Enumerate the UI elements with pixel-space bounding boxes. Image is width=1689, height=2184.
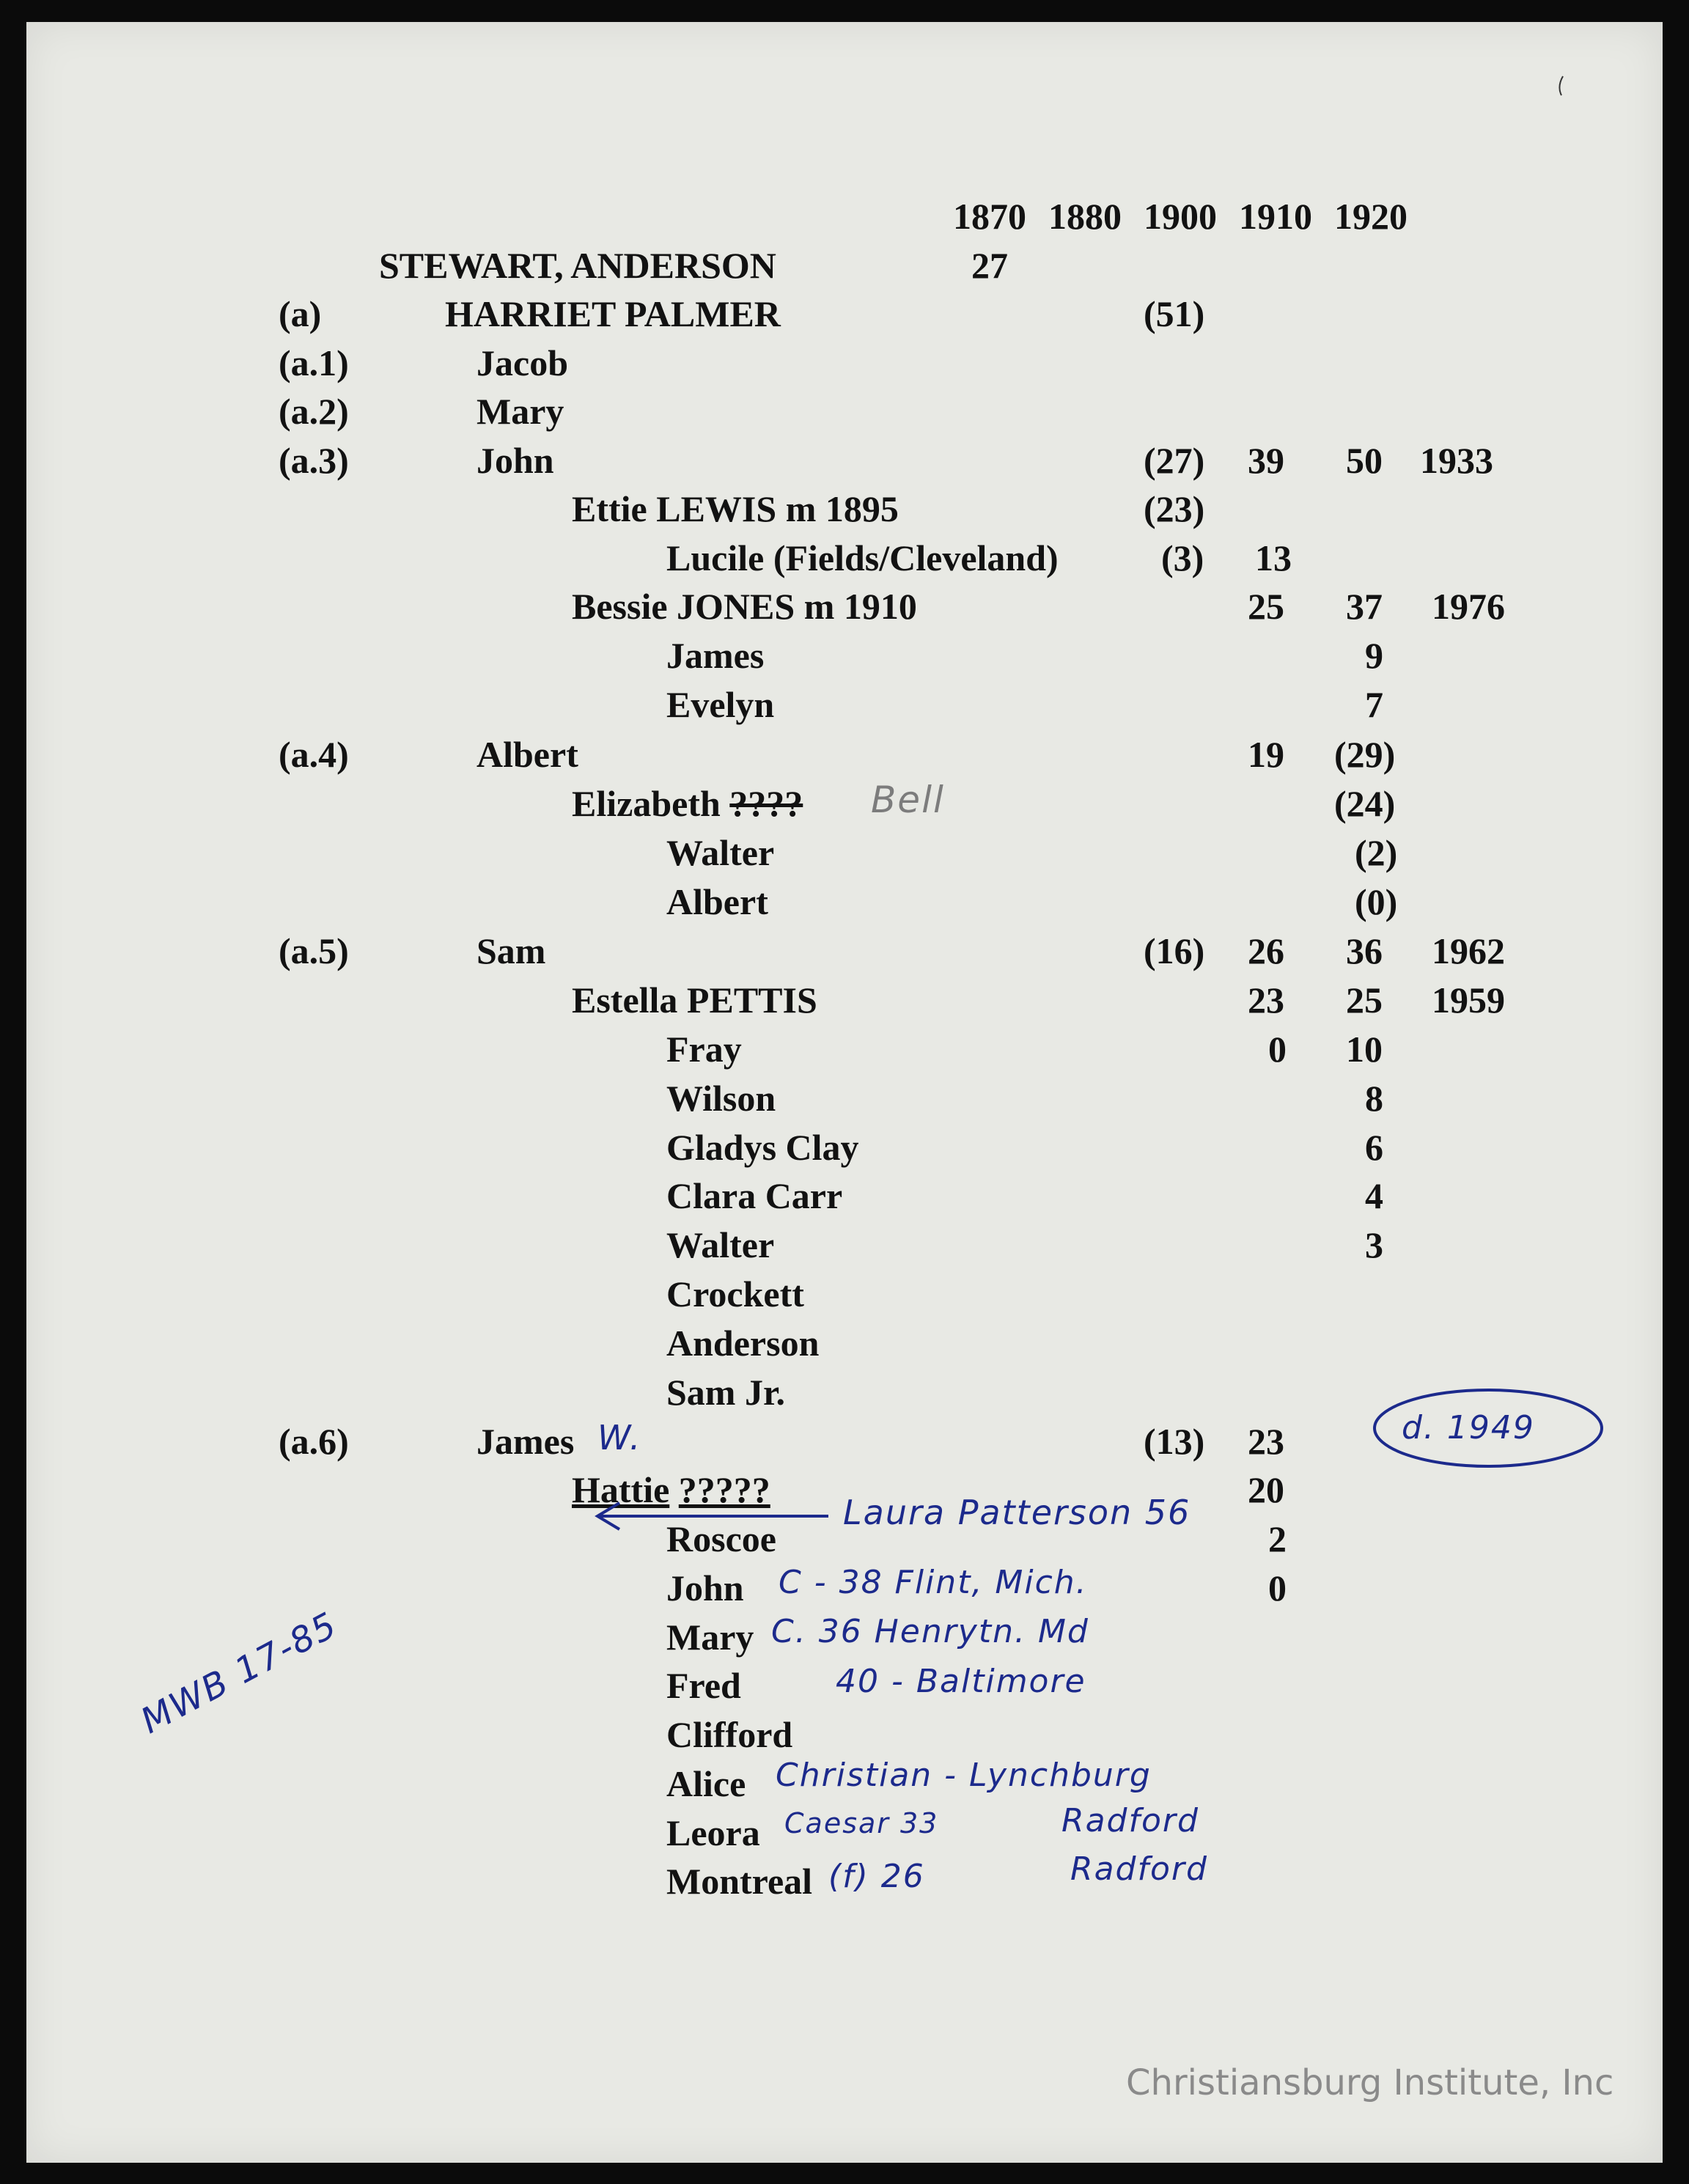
person-name: Leora <box>666 1812 760 1853</box>
age-1910: 39 <box>1248 440 1284 481</box>
age-1910: 0 <box>1268 1567 1287 1608</box>
row-ref: (a.2) <box>279 391 349 432</box>
age-1920: (29) <box>1334 734 1396 775</box>
row-ref: (a.3) <box>279 440 349 481</box>
page-title: STEWART, ANDERSON <box>379 245 776 286</box>
age-1900: (3) <box>1161 537 1204 578</box>
handwritten-note: (f) 26 <box>828 1858 925 1895</box>
person-name: Clara Carr <box>666 1175 843 1216</box>
age-1910: 0 <box>1268 1029 1287 1070</box>
person-name: Albert <box>476 734 578 775</box>
age-1920: 25 <box>1346 979 1383 1021</box>
person-name: Walter <box>666 832 775 873</box>
census-year-1880: 1880 <box>1048 196 1122 237</box>
handwritten-death-note: d. 1949 <box>1402 1409 1535 1446</box>
row-ref: (a.1) <box>279 342 349 383</box>
unknown-surname: ????? <box>678 1469 770 1510</box>
age-1910: 23 <box>1248 979 1284 1021</box>
row-ref: (a) <box>279 293 322 334</box>
handwritten-spouse-name: Laura Patterson 56 <box>843 1493 1191 1532</box>
corner-mark <box>1559 76 1563 95</box>
person-name: Ettie LEWIS m 1895 <box>572 488 899 529</box>
person-name: Roscoe <box>666 1518 776 1559</box>
death-year: 1959 <box>1432 979 1505 1021</box>
age-1900: (23) <box>1144 488 1205 529</box>
unknown-surname: ???? <box>729 783 803 824</box>
person-name: Mary <box>476 391 564 432</box>
age-1920: 4 <box>1365 1175 1383 1216</box>
age-1920: 7 <box>1365 684 1383 725</box>
row-ref: (a.5) <box>279 930 349 971</box>
age-1910: 23 <box>1248 1421 1284 1462</box>
age-1920: 8 <box>1365 1078 1383 1119</box>
census-year-1920: 1920 <box>1334 196 1408 237</box>
age-1920: 6 <box>1365 1127 1383 1168</box>
age-1910: 19 <box>1248 734 1284 775</box>
age-1900: (13) <box>1144 1421 1205 1462</box>
age-1910: 13 <box>1255 537 1292 578</box>
age-1910: 20 <box>1248 1469 1284 1510</box>
person-name: Sam <box>476 930 546 971</box>
person-name: James <box>666 635 765 676</box>
person-name: Bessie JONES m 1910 <box>572 586 917 627</box>
age-1900: (27) <box>1144 440 1205 481</box>
person-name: Lucile (Fields/Cleveland) <box>666 537 1059 578</box>
age-1920: (24) <box>1334 783 1396 824</box>
person-name: Gladys Clay <box>666 1127 859 1168</box>
person-name: Montreal <box>666 1861 813 1902</box>
handwritten-margin-note: MWB 17-85 <box>134 1604 345 1742</box>
handwritten-note: C. 36 Henrytn. Md <box>771 1613 1089 1650</box>
age-1920: (2) <box>1355 832 1398 873</box>
handwritten-note: 40 - Baltimore <box>836 1663 1086 1700</box>
age-1920: (0) <box>1355 881 1398 922</box>
death-year: 1976 <box>1432 586 1505 627</box>
name-text: Hattie <box>572 1469 670 1510</box>
age-1920: 36 <box>1346 930 1383 971</box>
handwritten-place: Radford <box>1061 1802 1199 1839</box>
person-name: Anderson <box>666 1323 820 1364</box>
person-name: Fred <box>666 1665 741 1706</box>
handwritten-place: Radford <box>1070 1850 1208 1888</box>
handwritten-note: Caesar 33 <box>784 1807 939 1839</box>
person-name: Clifford <box>666 1714 793 1755</box>
age-1920: 9 <box>1365 635 1383 676</box>
person-name: Albert <box>666 881 768 922</box>
person-name: HARRIET PALMER <box>445 293 781 334</box>
handwritten-note: Christian - Lynchburg <box>776 1757 1152 1794</box>
person-name: Crockett <box>666 1273 804 1315</box>
census-year-1910: 1910 <box>1239 196 1312 237</box>
age-1910: 26 <box>1248 930 1284 971</box>
person-name: John <box>666 1567 744 1608</box>
death-note-circle <box>1375 1390 1602 1466</box>
census-year-1900: 1900 <box>1144 196 1217 237</box>
person-name: Mary <box>666 1617 754 1658</box>
person-name: Sam Jr. <box>666 1372 786 1413</box>
person-name: Wilson <box>666 1078 776 1119</box>
age-1920: 10 <box>1346 1029 1383 1070</box>
person-name: Jacob <box>476 342 568 383</box>
age-1920: 50 <box>1346 440 1383 481</box>
row-ref: (a.4) <box>279 734 349 775</box>
death-year: 1962 <box>1432 930 1505 971</box>
person-name: Fray <box>666 1029 742 1070</box>
name-text: Elizabeth <box>572 783 721 824</box>
person-name: James <box>476 1421 575 1462</box>
age-1900: (51) <box>1144 293 1205 334</box>
handwritten-initial: W. <box>597 1418 642 1457</box>
watermark: Christiansburg Institute, Inc <box>1126 2062 1614 2103</box>
row-ref: (a.6) <box>279 1421 349 1462</box>
age-1920: 3 <box>1365 1224 1383 1265</box>
person-name: Walter <box>666 1224 775 1265</box>
person-name: John <box>476 440 554 481</box>
person-name: Evelyn <box>666 684 775 725</box>
census-year-1870: 1870 <box>953 196 1026 237</box>
handwritten-note: C - 38 Flint, Mich. <box>779 1564 1088 1601</box>
handwritten-correction: Bell <box>871 779 945 821</box>
age-1910: 2 <box>1268 1518 1287 1559</box>
death-year: 1933 <box>1420 440 1493 481</box>
age-1910: 25 <box>1248 586 1284 627</box>
person-name: Alice <box>666 1763 746 1804</box>
age-1920: 37 <box>1346 586 1383 627</box>
title-age: 27 <box>971 245 1008 286</box>
person-name: Estella PETTIS <box>572 979 817 1021</box>
age-1900: (16) <box>1144 930 1205 971</box>
